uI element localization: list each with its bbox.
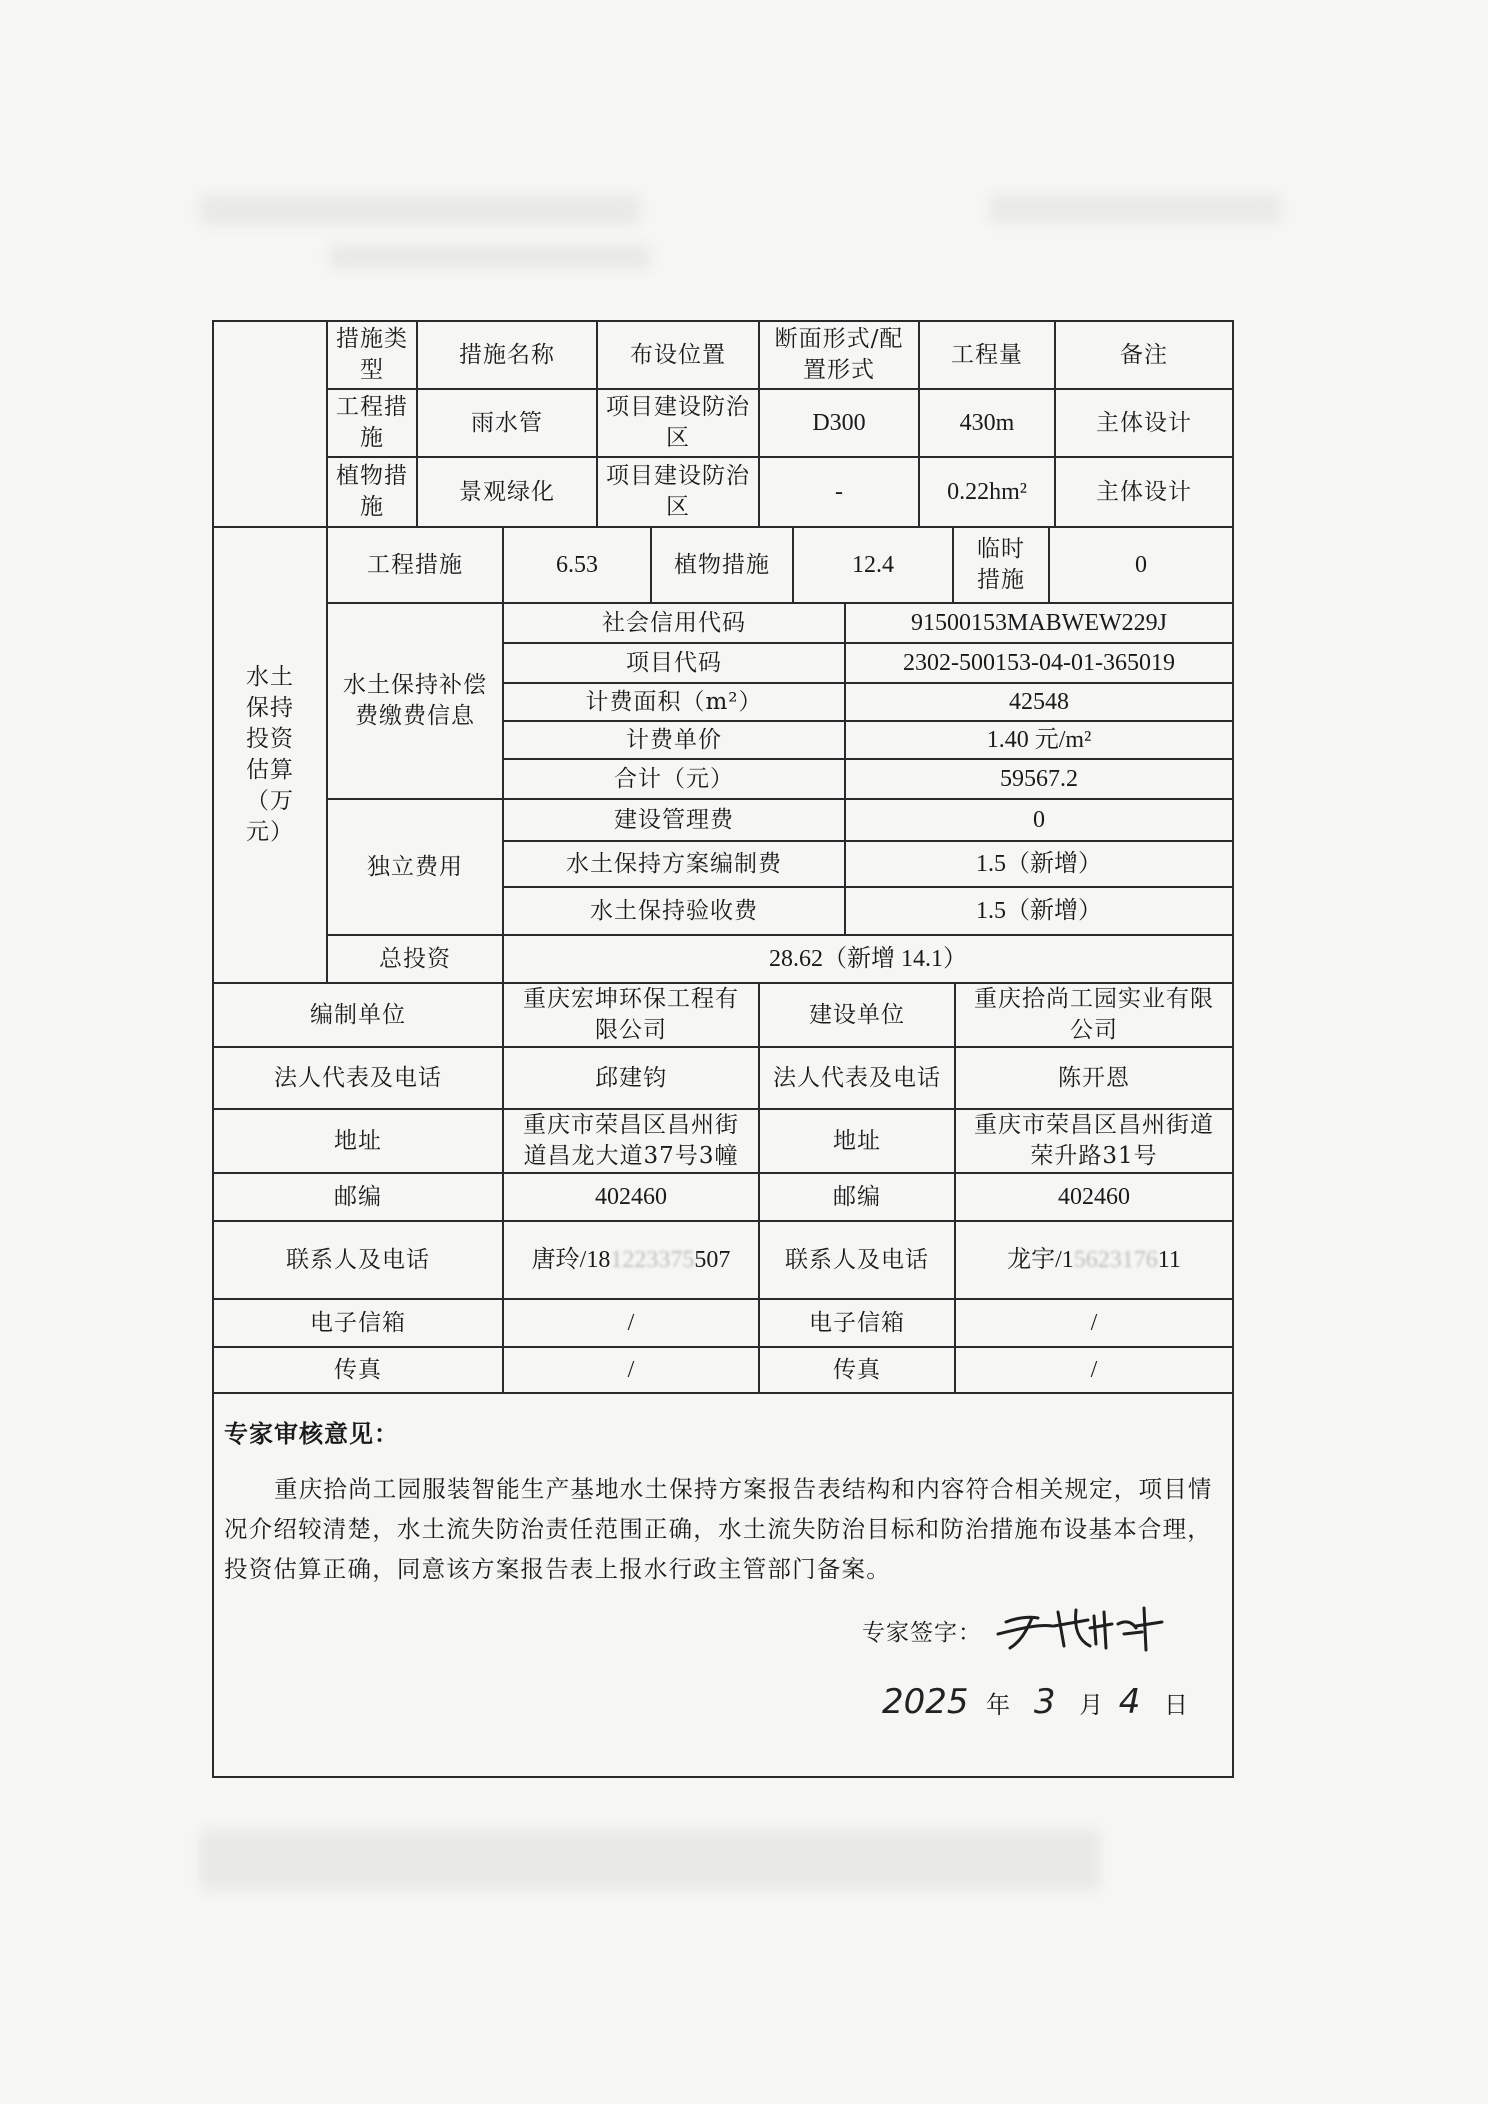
table-row-location: 项目建设防治区 (598, 390, 760, 458)
builder-unit-value: 重庆拾尚工园实业有限公司 (956, 984, 1232, 1048)
opinion-title: 专家审核意见： (224, 1419, 399, 1448)
plant-measures-value: 12.4 (794, 528, 954, 604)
header-form: 断面形式/配置形式 (760, 322, 920, 390)
approval-form-table (212, 320, 1234, 1778)
redacted-digits: 5623176 (1073, 1246, 1158, 1273)
unit-price-label: 计费单价 (504, 722, 846, 760)
acceptance-fee-value: 1.5（新增） (846, 888, 1232, 936)
address-builder: 重庆市荣昌区昌州街道荣升路31号 (956, 1110, 1232, 1174)
address-label-2: 地址 (760, 1110, 956, 1174)
bleed-through-shadow (200, 195, 640, 225)
compiler-unit-label: 编制单位 (214, 984, 504, 1048)
legal-rep-label: 法人代表及电话 (214, 1048, 504, 1110)
contact-label: 联系人及电话 (214, 1222, 504, 1300)
address-label: 地址 (214, 1110, 504, 1174)
bleed-through-shadow (330, 245, 650, 269)
compensation-fee-label: 水土保持补偿费缴费信息 (328, 604, 504, 800)
acceptance-fee-label: 水土保持验收费 (504, 888, 846, 936)
table-row-note: 主体设计 (1056, 390, 1232, 458)
header-measure-name: 措施名称 (418, 322, 598, 390)
legal-rep-compiler: 邱建钧 (504, 1048, 760, 1110)
header-quantity: 工程量 (920, 322, 1056, 390)
total-investment-value: 28.62（新增 14.1） (504, 936, 1232, 984)
total-investment-label: 总投资 (328, 936, 504, 984)
engineering-measures-label: 工程措施 (328, 528, 504, 604)
plant-measures-label: 植物措施 (652, 528, 794, 604)
temporary-measures-label: 临时措施 (954, 528, 1050, 604)
opinion-body: 重庆拾尚工园服装智能生产基地水土保持方案报告表结构和内容符合相关规定，项目情况介绍较清楚，水土流失防治责任范围正确，水土流失防治目标和防治措施布设基本合理，投资估算正确，同意该方案报告表上报水行政主管部门备案。 (224, 1475, 1213, 1583)
total-fee-value: 59567.2 (846, 760, 1232, 800)
management-fee-label: 建设管理费 (504, 800, 846, 842)
builder-unit-label: 建设单位 (760, 984, 956, 1048)
signature-label: 专家签字： (862, 1620, 982, 1646)
project-code-value: 2302-500153-04-01-365019 (846, 644, 1232, 684)
email-builder: / (956, 1300, 1232, 1348)
expert-opinion-section (214, 1394, 1232, 1776)
management-fee-value: 0 (846, 800, 1232, 842)
blank-cell (214, 322, 328, 528)
contact-builder-visible: 龙宇/1 (1007, 1246, 1074, 1273)
date-year-unit: 年 (986, 1691, 1011, 1719)
postcode-label: 邮编 (214, 1174, 504, 1222)
credit-code-label: 社会信用代码 (504, 604, 846, 644)
credit-code-value: 91500153MABWEW229J (846, 604, 1232, 644)
investment-label: 水土保持投资估算（万元） (214, 528, 328, 984)
billing-area-label: 计费面积（m²） (504, 684, 846, 722)
bleed-through-shadow (990, 195, 1280, 223)
temporary-measures-value: 0 (1050, 528, 1232, 604)
table-row-quantity: 0.22hm² (920, 458, 1056, 528)
address-compiler: 重庆市荣昌区昌州街道昌龙大道37号3幢 (504, 1110, 760, 1174)
header-measure-type: 措施类型 (328, 322, 418, 390)
contact-label-2: 联系人及电话 (760, 1222, 956, 1300)
unit-price-value: 1.40 元/m² (846, 722, 1232, 760)
table-row-note: 主体设计 (1056, 458, 1232, 528)
compiler-unit-value: 重庆宏坤环保工程有限公司 (504, 984, 760, 1048)
signature-date (882, 1682, 1188, 1722)
contact-compiler-tail: 507 (694, 1246, 731, 1273)
handwritten-signature (992, 1598, 1172, 1654)
billing-area-value: 42548 (846, 684, 1232, 722)
postcode-label-2: 邮编 (760, 1174, 956, 1222)
table-row-form: - (760, 458, 920, 528)
table-row-name: 雨水管 (418, 390, 598, 458)
project-code-label: 项目代码 (504, 644, 846, 684)
postcode-builder: 402460 (956, 1174, 1232, 1222)
email-label-2: 电子信箱 (760, 1300, 956, 1348)
plan-compile-fee-label: 水土保持方案编制费 (504, 842, 846, 888)
fax-label-2: 传真 (760, 1348, 956, 1394)
table-row-location: 项目建设防治区 (598, 458, 760, 528)
date-month: 3 (1033, 1682, 1056, 1722)
email-label: 电子信箱 (214, 1300, 504, 1348)
table-row-type: 工程措施 (328, 390, 418, 458)
contact-compiler (504, 1222, 760, 1300)
contact-builder-tail: 11 (1157, 1246, 1181, 1273)
email-compiler: / (504, 1300, 760, 1348)
date-day-unit: 日 (1164, 1691, 1189, 1719)
plan-compile-fee-value: 1.5（新增） (846, 842, 1232, 888)
fax-label: 传真 (214, 1348, 504, 1394)
legal-rep-builder: 陈开恩 (956, 1048, 1232, 1110)
table-row-type: 植物措施 (328, 458, 418, 528)
redacted-digits: 1223375 (610, 1246, 695, 1273)
contact-compiler-visible: 唐玲/18 (531, 1246, 611, 1273)
date-month-unit: 月 (1079, 1691, 1104, 1719)
engineering-measures-value: 6.53 (504, 528, 652, 604)
header-note: 备注 (1056, 322, 1232, 390)
header-location: 布设位置 (598, 322, 760, 390)
table-row-name: 景观绿化 (418, 458, 598, 528)
date-year: 2025 (882, 1682, 969, 1722)
postcode-compiler: 402460 (504, 1174, 760, 1222)
bleed-through-shadow (200, 1830, 1100, 1890)
date-day: 4 (1118, 1682, 1141, 1722)
fax-compiler: / (504, 1348, 760, 1394)
table-row-form: D300 (760, 390, 920, 458)
legal-rep-label-2: 法人代表及电话 (760, 1048, 956, 1110)
total-fee-label: 合计（元） (504, 760, 846, 800)
contact-builder (956, 1222, 1232, 1300)
independent-cost-label: 独立费用 (328, 800, 504, 936)
fax-builder: / (956, 1348, 1232, 1394)
table-row-quantity: 430m (920, 390, 1056, 458)
